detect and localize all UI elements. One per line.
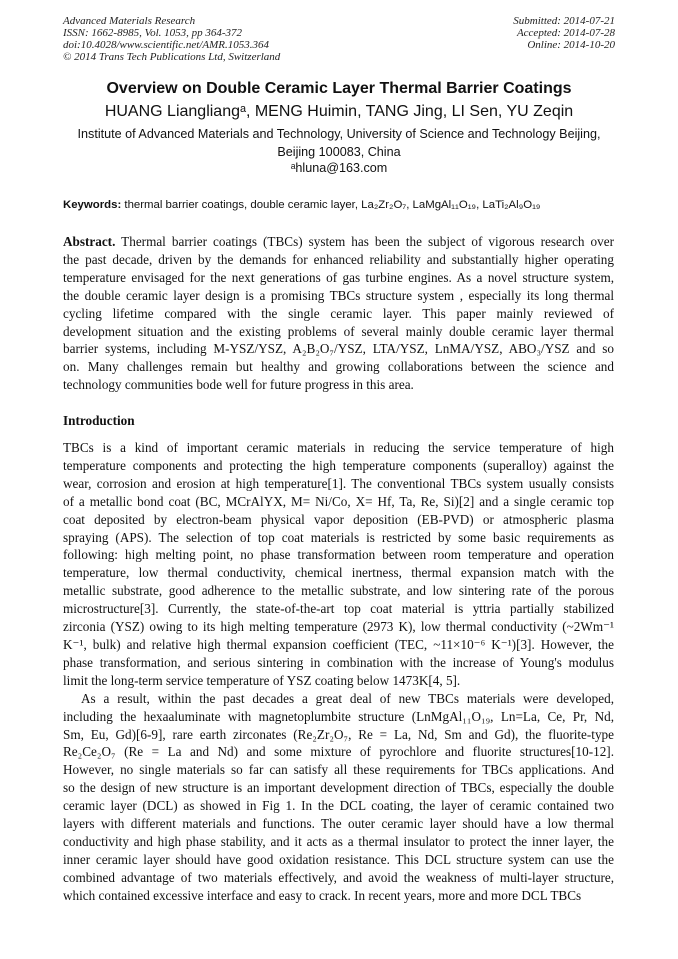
text-line: metallic substrate, good adherence to the metallic substrate, and low sintering rate of the porous <box>63 583 614 599</box>
text-line: temperature, low thermal conductivity, chemical inertness, thermal expansion match with the <box>63 565 614 581</box>
text-line: limit the long-term service temperature of YSZ coating below 1473K[4, 5]. <box>63 672 461 688</box>
affiliation-line: Institute of Advanced Materials and Technology, University of Science and Technology Beijing, <box>77 127 601 141</box>
keywords-text: thermal barrier coatings, double ceramic layer, La₂Zr₂O₇, LaMgAl₁₁O₁₉, LaTi₂Al₉O₁₉ <box>121 199 541 211</box>
text-line: zirconia (YSZ) owing to its high melting temperature (2973 K), low thermal conductivity (~2Wm⁻¹ <box>63 619 614 635</box>
text-line: Re₂Ce₂O₇ (Re = La and Nd) and some mixture of pyrochlore and fluorite structures[10-12]. <box>63 744 614 760</box>
keywords-label: Keywords: <box>63 199 122 211</box>
journal-name: Advanced Materials Research <box>63 15 196 27</box>
affiliation <box>40 125 638 161</box>
text-line: spraying (APS). The selection of top coat materials is restricted by some basic requirements as <box>63 529 614 545</box>
text-line: including the hexaaluminate with magnetoplumbite structure (LnMgAl₁₁O₁₉, Ln=La, Ce, Pr, Nd, <box>63 708 614 724</box>
text-line: temperature components and protecting the high temperature components (superalloy) against the <box>63 457 614 473</box>
text-line: barrier systems, including M-YSZ/YSZ, A₂B₂O₇/YSZ, LTA/YSZ, LnMA/YSZ, ABO₃/YSZ and so <box>63 341 614 357</box>
abstract <box>63 233 614 394</box>
author-email: ᵃhluna@163.com <box>290 161 388 175</box>
text-line: As a result, within the past decades a great deal of new TBCs materials were developed, <box>81 690 614 706</box>
text-line: TBCs is a kind of important ceramic materials in reducing the service temperature of high <box>63 440 614 455</box>
publication-dates <box>513 15 615 51</box>
copyright: © 2014 Trans Tech Publications Ltd, Switzerland <box>63 51 281 63</box>
text-line: conductivity and high phase stability, and it acts as a thermal insulator to protect the inner layer, the <box>63 833 614 849</box>
affiliation-line: Beijing 100083, China <box>277 145 401 159</box>
text-line: temperature envisaged for the next generations of gas turbine engines. As a novel structure system, <box>63 269 614 285</box>
text-line: on. Many challenges remain but healthy and growing collaborations between the science and <box>63 359 614 375</box>
text-line: technology communities bode well for future progress in this area. <box>63 377 414 393</box>
text-line: K⁻¹, bulk) and relative high thermal expansion coefficient (TEC, ~11×10⁻⁶ K⁻¹)[3]. However, the <box>63 636 614 652</box>
online-date: Online: 2014-10-20 <box>527 39 615 51</box>
text-line: of a metallic bond coat (BC, MCrAlYX, M= Ni/Co, X= Hf, Ta, Re, Si)[2] and a single ceramic top <box>63 493 614 509</box>
paper-title: Overview on Double Ceramic Layer Thermal Barrier Coatings <box>106 80 572 97</box>
doi: doi:10.4028/www.scientific.net/AMR.1053.364 <box>63 39 270 51</box>
submitted-date: Submitted: 2014-07-21 <box>513 15 615 27</box>
text-line: the double ceramic layer design is a promising TBCs structure system , especially its long thermal <box>63 287 614 303</box>
paragraph <box>63 690 614 905</box>
text-segment: Thermal barrier coatings (TBCs) system has been the subject of vigorous research over <box>115 234 614 249</box>
text-line: the past decade, driven by the demands for enhanced reliability and substantially higher operating <box>63 251 614 267</box>
text-line: Sm, Eu, Gd)[6-9], rare earth zirconates (Re₂Zr₂O₇, Re = La, Nd, Sm and Gd), the fluorite-type <box>63 726 614 742</box>
text-line: However, no single materials so far can satisfy all these requirements for TBCs applications. And <box>63 762 614 778</box>
text-line: development situation and the existing problems of several mainly double ceramic layer thermal <box>63 323 614 339</box>
accepted-date: Accepted: 2014-07-28 <box>516 27 615 39</box>
text-line: coat deposited by electron-beam physical vapor deposition (EB-PVD) or atmospheric plasma <box>63 511 614 527</box>
abstract-label: Abstract. <box>63 234 116 249</box>
text-line <box>63 233 614 251</box>
text-line: so the design of new structure is an important development direction of TBCs, especially the double <box>63 780 614 796</box>
issn-volume: ISSN: 1662-8985, Vol. 1053, pp 364-372 <box>63 27 243 39</box>
text-line: which contained excessive interface and easy to crack. In recent years, more and more DCL TBCs <box>63 887 582 903</box>
text-line: cycling lifetime compared with the single ceramic layer. This paper mainly reviewed of <box>63 305 614 321</box>
introduction-body <box>63 439 614 905</box>
journal-info <box>63 15 280 63</box>
text-line: ceramic layer (DCL) as showed in Fig 1. In the DCL coating, the layer of ceramic contained two <box>63 798 614 814</box>
text-line: following: high melting point, no phase transformation between room temperature and operation <box>63 547 614 563</box>
text-line: combined advantage of two materials effectively, and avoid the weakness of multi-layer structure, <box>63 869 614 885</box>
text-line: wear, corrosion and erosion at high temperature[1]. The conventional TBCs system usually consists <box>63 475 614 491</box>
text-line: microstructure[3]. Currently, the state-of-the-art top coat material is yttria partially stabilized <box>63 601 614 617</box>
keywords <box>63 199 540 211</box>
text-line: layers with different materials and functions. The outer ceramic layer should have a low thermal <box>63 816 614 832</box>
paragraph <box>63 439 614 690</box>
section-heading-introduction: Introduction <box>63 413 135 428</box>
authors: HUANG Liangliangᵃ, MENG Huimin, TANG Jing, LI Sen, YU Zeqin <box>104 103 574 120</box>
text-line: inner ceramic layer should have good oxidation resistance. This DCL structure system can use the <box>63 851 614 867</box>
text-line: phase transformation, and serious sintering in combination with the increase of Young's modulus <box>63 654 614 670</box>
